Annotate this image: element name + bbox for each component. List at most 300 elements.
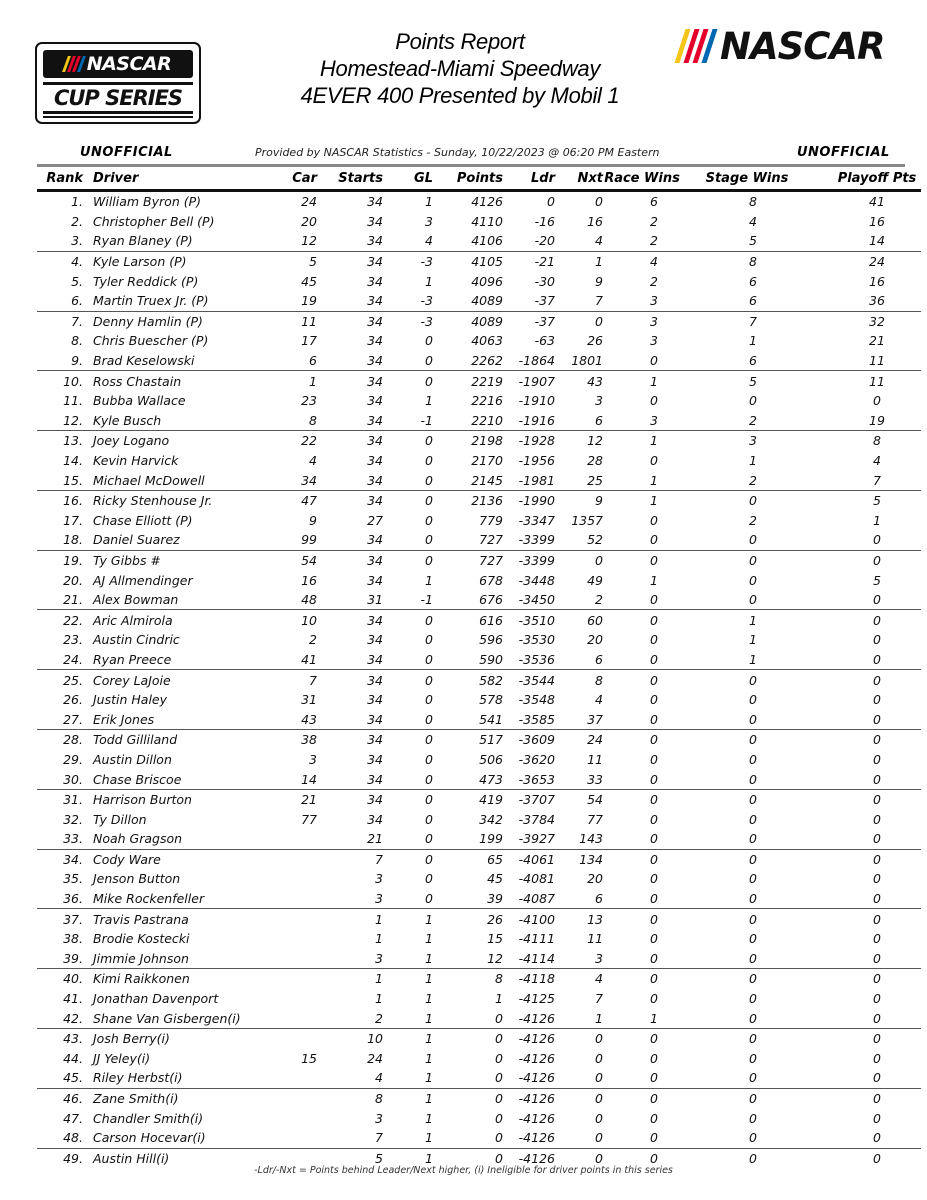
cell-ldr: -3536 — [503, 650, 555, 670]
cell-playoff-pts: 0 — [873, 971, 881, 987]
cell-race-wins: 2 — [650, 273, 658, 289]
cell-ldr: -1956 — [518, 453, 555, 469]
cell-race-wins: 0 — [650, 632, 658, 648]
cell-ldr: -3653 — [503, 769, 555, 789]
cell-driver: Harrison Burton — [93, 792, 192, 808]
cell-points: 65 — [487, 851, 503, 867]
cell-ldr: -4126 — [503, 1008, 555, 1028]
nascar-logo — [680, 26, 885, 66]
cell-points: 578 — [479, 692, 503, 708]
cell-driver: Cody Ware — [93, 851, 161, 867]
cell-stage-wins: 0 — [749, 692, 757, 708]
cell-nxt: 3 — [555, 949, 603, 969]
table-row — [37, 451, 921, 471]
cell-nxt: 13 — [587, 911, 603, 927]
cell-driver: Chase Elliott (P) — [93, 512, 193, 528]
cell-ldr: -4126 — [518, 1031, 555, 1047]
cell-starts: 34 — [317, 709, 383, 729]
cell-points: 2262 — [433, 351, 503, 371]
cell-nxt: 12 — [587, 433, 603, 449]
cell-ldr: -3399 — [503, 530, 555, 550]
cell-gl: 0 — [383, 829, 433, 849]
cell-driver: Brad Keselowski — [87, 351, 279, 371]
cell-playoff-pts: 0 — [873, 632, 881, 648]
cell-stage-wins: 0 — [749, 811, 757, 827]
cell-starts: 3 — [375, 1110, 383, 1126]
cell-stage-wins: 0 — [749, 851, 757, 867]
cell-rank: 13. — [63, 433, 83, 449]
cell-driver: Shane Van Gisbergen(i) — [87, 1008, 279, 1028]
cell-car: 54 — [301, 552, 317, 568]
cell-race-wins: 0 — [650, 453, 658, 469]
cell-rank: 8. — [71, 333, 83, 349]
nascar-cup-series-logo — [35, 42, 201, 124]
cell-car — [279, 949, 317, 969]
cell-driver: Kyle Busch — [87, 411, 279, 431]
cell-stage-wins: 0 — [749, 393, 757, 409]
cell-driver: Mike Rockenfeller — [87, 889, 279, 909]
cell-gl: -3 — [383, 291, 433, 311]
col-header-ldr: Ldr — [503, 167, 555, 191]
cell-ldr: -4061 — [518, 851, 555, 867]
cell-starts: 34 — [367, 732, 383, 748]
cell-starts: 2 — [317, 1008, 383, 1028]
cell-points: 45 — [487, 871, 503, 887]
col-header-driver: Driver — [87, 167, 279, 191]
cell-race-wins: 0 — [650, 911, 658, 927]
cell-playoff-pts: 0 — [813, 1128, 921, 1148]
cell-playoff-pts: 0 — [813, 769, 921, 789]
cell-starts: 34 — [367, 572, 383, 588]
cell-gl: 0 — [425, 373, 433, 389]
cell-driver: Zane Smith(i) — [93, 1091, 179, 1107]
cell-rank: 43. — [63, 1031, 83, 1047]
table-row — [37, 391, 921, 411]
cell-nxt: 54 — [587, 792, 603, 808]
cell-race-wins: 0 — [650, 552, 658, 568]
cell-race-wins: 4 — [650, 254, 658, 270]
cell-gl: 1 — [425, 931, 433, 947]
cell-nxt: 7 — [595, 991, 603, 1007]
cell-ldr: -3399 — [518, 552, 555, 568]
cell-playoff-pts: 0 — [873, 672, 881, 688]
cell-rank: 46. — [63, 1091, 83, 1107]
cell-playoff-pts: 5 — [873, 493, 881, 509]
cell-stage-wins: 1 — [749, 632, 757, 648]
cell-car: 4 — [309, 453, 317, 469]
cell-points: 4110 — [471, 213, 503, 229]
cell-car — [279, 1068, 317, 1088]
cell-driver: Tyler Reddick (P) — [93, 273, 199, 289]
cell-starts: 1 — [375, 991, 383, 1007]
col-header-playoff-pts: Playoff Pts — [813, 167, 921, 191]
cell-driver: Kyle Larson (P) — [93, 254, 187, 270]
cell-stage-wins: 0 — [749, 931, 757, 947]
cell-starts: 34 — [367, 453, 383, 469]
cell-race-wins: 6 — [650, 194, 658, 210]
cell-driver: Chandler Smith(i) — [93, 1110, 204, 1126]
cell-points: 4089 — [433, 291, 503, 311]
cell-car: 2 — [309, 632, 317, 648]
cell-ldr: -4126 — [503, 1068, 555, 1088]
cell-points: 678 — [479, 572, 503, 588]
cell-driver: Brodie Kostecki — [93, 931, 190, 947]
cell-driver: Todd Gilliland — [93, 732, 178, 748]
cell-starts: 34 — [367, 792, 383, 808]
cell-rank: 24. — [37, 650, 87, 670]
cell-points: 727 — [433, 530, 503, 550]
cell-car: 8 — [279, 411, 317, 431]
table-row — [37, 570, 921, 590]
cell-rank: 23. — [63, 632, 83, 648]
cell-starts: 34 — [317, 291, 383, 311]
logo-nascar-text: NASCAR — [86, 53, 172, 75]
cell-rank: 37. — [63, 911, 83, 927]
cell-race-wins: 0 — [603, 1128, 681, 1148]
cell-driver: Ross Chastain — [93, 373, 182, 389]
cell-ldr: -3548 — [518, 692, 555, 708]
logo-divider — [43, 111, 193, 114]
cell-rank: 18. — [37, 530, 87, 550]
cell-starts: 1 — [375, 911, 383, 927]
cell-race-wins: 1 — [650, 493, 658, 509]
cell-gl: 1 — [425, 572, 433, 588]
cell-ldr: -1990 — [518, 493, 555, 509]
cell-driver: Michael McDowell — [87, 470, 279, 490]
cell-rank: 32. — [63, 811, 83, 827]
col-header-gl: GL — [383, 167, 433, 191]
cell-race-wins: 0 — [650, 1050, 658, 1066]
cell-points: 12 — [433, 949, 503, 969]
cell-gl: 0 — [425, 751, 433, 767]
cell-race-wins: 3 — [650, 313, 658, 329]
cell-race-wins: 0 — [603, 530, 681, 550]
cell-race-wins: 1 — [603, 1008, 681, 1028]
cell-playoff-pts: 11 — [869, 373, 885, 389]
cell-race-wins: 0 — [650, 931, 658, 947]
cell-points: 2210 — [433, 411, 503, 431]
cell-stage-wins: 0 — [681, 709, 813, 729]
cell-stage-wins: 0 — [749, 751, 757, 767]
cell-stage-wins: 0 — [749, 1050, 757, 1066]
table-row — [37, 231, 921, 251]
cell-ldr: -37 — [534, 313, 555, 329]
cell-ldr: -4100 — [518, 911, 555, 927]
cell-rank: 17. — [63, 512, 83, 528]
cell-gl: 1 — [383, 1008, 433, 1028]
cell-gl: 1 — [425, 1031, 433, 1047]
cell-gl: -3 — [420, 254, 433, 270]
cell-race-wins: 0 — [650, 732, 658, 748]
cell-points: 2170 — [471, 453, 503, 469]
cell-rank: 42. — [37, 1008, 87, 1028]
cell-playoff-pts: 0 — [873, 1050, 881, 1066]
cell-rank: 47. — [63, 1110, 83, 1126]
cell-points: 590 — [433, 650, 503, 670]
cell-gl: 0 — [425, 433, 433, 449]
cell-points: 2136 — [471, 493, 503, 509]
cell-race-wins: 1 — [650, 572, 658, 588]
cell-nxt: 0 — [595, 1091, 603, 1107]
cell-race-wins: 0 — [603, 590, 681, 610]
cell-rank: 48. — [37, 1128, 87, 1148]
cell-rank: 26. — [63, 692, 83, 708]
table-row — [37, 630, 921, 650]
cell-nxt: 20 — [587, 871, 603, 887]
cell-starts: 7 — [317, 1128, 383, 1148]
cell-nxt: 143 — [555, 829, 603, 849]
cell-stage-wins: 1 — [749, 333, 757, 349]
cell-rank: 39. — [37, 949, 87, 969]
cell-gl: 0 — [383, 351, 433, 371]
cell-starts: 1 — [375, 971, 383, 987]
cell-race-wins: 3 — [603, 291, 681, 311]
cell-playoff-pts: 5 — [873, 572, 881, 588]
cell-nxt: 0 — [595, 194, 603, 210]
cell-playoff-pts: 0 — [873, 931, 881, 947]
cell-starts: 8 — [375, 1091, 383, 1107]
table-row — [37, 371, 921, 391]
cell-race-wins: 3 — [603, 411, 681, 431]
table-row — [37, 1049, 921, 1069]
cell-ldr: -37 — [503, 291, 555, 311]
cell-playoff-pts: 1 — [873, 512, 881, 528]
cell-points: 4063 — [471, 333, 503, 349]
cell-driver: Jonathan Davenport — [93, 991, 219, 1007]
cell-car: 31 — [301, 692, 317, 708]
cell-points: 342 — [479, 811, 503, 827]
cell-ldr: -3784 — [518, 811, 555, 827]
cell-driver: Austin Dillon — [93, 751, 172, 767]
cell-playoff-pts: 0 — [873, 851, 881, 867]
cell-points: 517 — [479, 732, 503, 748]
cell-playoff-pts: 0 — [873, 692, 881, 708]
cell-nxt: 6 — [555, 650, 603, 670]
cell-ldr: -63 — [534, 333, 555, 349]
cell-starts: 34 — [317, 411, 383, 431]
cell-playoff-pts: 0 — [873, 1031, 881, 1047]
cell-ldr: -4111 — [518, 931, 555, 947]
unofficial-label-left: UNOFFICIAL — [80, 145, 173, 160]
cell-ldr: -4081 — [518, 871, 555, 887]
points-table — [37, 167, 921, 1168]
cell-points: 4089 — [471, 313, 503, 329]
cell-gl: 0 — [425, 333, 433, 349]
cell-car: 10 — [301, 612, 317, 628]
cell-gl: 0 — [425, 851, 433, 867]
cell-playoff-pts: 24 — [869, 254, 885, 270]
cell-rank: 16. — [63, 493, 83, 509]
cell-playoff-pts: 0 — [873, 732, 881, 748]
cell-rank: 21. — [37, 590, 87, 610]
cell-playoff-pts: 19 — [813, 411, 921, 431]
cell-driver: Daniel Suarez — [87, 530, 279, 550]
cell-playoff-pts: 0 — [873, 991, 881, 1007]
cell-race-wins: 0 — [650, 851, 658, 867]
cell-ldr: -4126 — [518, 1150, 555, 1166]
cell-stage-wins: 4 — [749, 213, 757, 229]
cell-car: 16 — [301, 572, 317, 588]
cell-rank: 40. — [63, 971, 83, 987]
cell-rank: 27. — [37, 709, 87, 729]
cell-car — [279, 889, 317, 909]
cell-playoff-pts: 0 — [873, 871, 881, 887]
cell-driver: Corey LaJoie — [93, 672, 171, 688]
cell-nxt: 4 — [595, 971, 603, 987]
cell-nxt: 4 — [595, 692, 603, 708]
col-header-stage-wins: Stage Wins — [681, 167, 813, 191]
cell-race-wins: 1 — [650, 433, 658, 449]
cell-nxt: 0 — [595, 1031, 603, 1047]
cell-driver: Austin Cindric — [93, 632, 180, 648]
cell-nxt: 7 — [555, 291, 603, 311]
cell-gl: 1 — [425, 1150, 433, 1166]
cell-starts: 34 — [367, 313, 383, 329]
cell-race-wins: 0 — [650, 1091, 658, 1107]
cell-car — [279, 829, 317, 849]
cell-gl: 0 — [383, 650, 433, 670]
cell-points: 39 — [433, 889, 503, 909]
col-header-race-wins: Race Wins — [603, 167, 681, 191]
cell-driver: Noah Gragson — [87, 829, 279, 849]
cell-rank: 45. — [37, 1068, 87, 1088]
table-row — [37, 1088, 921, 1108]
cell-playoff-pts: 14 — [813, 231, 921, 251]
cell-playoff-pts: 0 — [873, 1110, 881, 1126]
logo-divider — [43, 116, 193, 118]
cell-gl: 0 — [425, 493, 433, 509]
col-header-starts: Starts — [317, 167, 383, 191]
cell-playoff-pts: 0 — [873, 792, 881, 808]
cell-points: 2145 — [433, 470, 503, 490]
cell-points: 0 — [495, 1091, 503, 1107]
cell-points: 596 — [479, 632, 503, 648]
cell-stage-wins: 0 — [749, 792, 757, 808]
cell-starts: 34 — [367, 194, 383, 210]
cell-rank: 25. — [63, 672, 83, 688]
cell-playoff-pts: 0 — [873, 612, 881, 628]
cell-ldr: -16 — [534, 213, 555, 229]
cell-playoff-pts: 0 — [813, 949, 921, 969]
cell-stage-wins: 0 — [749, 1150, 757, 1166]
cell-ldr: -3510 — [518, 612, 555, 628]
col-header-points: Points — [433, 167, 503, 191]
cell-gl: 0 — [425, 792, 433, 808]
cell-nxt: 6 — [555, 411, 603, 431]
table-row — [37, 969, 921, 989]
title-race: 4EVER 400 Presented by Mobil 1 — [300, 83, 620, 108]
cell-driver: Riley Herbst(i) — [87, 1068, 279, 1088]
cell-gl: 1 — [383, 1068, 433, 1088]
cell-points: 2219 — [471, 373, 503, 389]
table-row — [37, 431, 921, 451]
cell-rank: 15. — [37, 470, 87, 490]
table-row — [37, 709, 921, 729]
cell-race-wins: 1 — [650, 373, 658, 389]
cell-stage-wins: 0 — [749, 911, 757, 927]
cell-starts: 31 — [317, 590, 383, 610]
cell-starts: 5 — [375, 1150, 383, 1166]
table-row — [37, 929, 921, 949]
cell-ldr: -4126 — [518, 1050, 555, 1066]
cell-driver: Chase Briscoe — [87, 769, 279, 789]
cell-ldr: -4126 — [518, 1110, 555, 1126]
cell-driver: Ryan Blaney (P) — [87, 231, 279, 251]
cell-gl: 0 — [425, 552, 433, 568]
cell-playoff-pts: 0 — [813, 530, 921, 550]
cell-car: 5 — [309, 254, 317, 270]
cell-car: 77 — [301, 811, 317, 827]
table-row — [37, 769, 921, 789]
cell-ldr: -21 — [534, 254, 555, 270]
cell-starts: 10 — [367, 1031, 383, 1047]
cell-car: 3 — [309, 751, 317, 767]
cell-stage-wins: 0 — [749, 1091, 757, 1107]
cell-stage-wins: 6 — [681, 291, 813, 311]
table-row — [37, 750, 921, 770]
cell-nxt: 134 — [579, 851, 603, 867]
cell-stage-wins: 0 — [681, 1128, 813, 1148]
cell-playoff-pts: 0 — [813, 709, 921, 729]
report-title — [240, 28, 680, 109]
cell-points: 779 — [479, 512, 503, 528]
cell-rank: 20. — [63, 572, 83, 588]
cell-points: 727 — [479, 552, 503, 568]
cell-starts: 34 — [317, 769, 383, 789]
cell-stage-wins: 0 — [749, 1110, 757, 1126]
cell-starts: 34 — [317, 530, 383, 550]
cell-gl: 0 — [425, 732, 433, 748]
cell-car: 47 — [301, 493, 317, 509]
table-row — [37, 490, 921, 510]
cell-points: 4106 — [433, 231, 503, 251]
cell-car: 20 — [301, 213, 317, 229]
cell-playoff-pts: 0 — [873, 751, 881, 767]
cell-starts: 34 — [317, 650, 383, 670]
cell-gl: 0 — [383, 530, 433, 550]
cell-nxt: 52 — [555, 530, 603, 550]
cell-stage-wins: 1 — [749, 453, 757, 469]
cell-stage-wins: 0 — [681, 590, 813, 610]
table-row — [37, 1028, 921, 1048]
table-row — [37, 530, 921, 550]
cell-race-wins: 0 — [650, 1150, 658, 1166]
table-row — [37, 1008, 921, 1028]
cell-starts: 34 — [317, 351, 383, 371]
cell-car — [279, 1128, 317, 1148]
cell-rank: 19. — [63, 552, 83, 568]
cell-driver: Ricky Stenhouse Jr. — [93, 493, 213, 509]
cell-rank: 12. — [37, 411, 87, 431]
cell-points: 616 — [479, 612, 503, 628]
table-row — [37, 809, 921, 829]
cell-race-wins: 0 — [650, 692, 658, 708]
cell-rank: 31. — [63, 792, 83, 808]
nascar-stripes-icon — [680, 29, 714, 63]
cell-gl: 0 — [383, 889, 433, 909]
cell-points: 2216 — [471, 393, 503, 409]
cell-car — [279, 1008, 317, 1028]
cell-nxt: 77 — [587, 811, 603, 827]
cell-ldr: -3927 — [503, 829, 555, 849]
cell-starts: 34 — [367, 273, 383, 289]
cell-nxt: 0 — [555, 1068, 603, 1088]
cell-playoff-pts: 0 — [813, 1008, 921, 1028]
cell-nxt: 0 — [595, 1110, 603, 1126]
cell-gl: 0 — [425, 811, 433, 827]
cell-playoff-pts: 16 — [869, 273, 885, 289]
cell-car: 17 — [301, 333, 317, 349]
